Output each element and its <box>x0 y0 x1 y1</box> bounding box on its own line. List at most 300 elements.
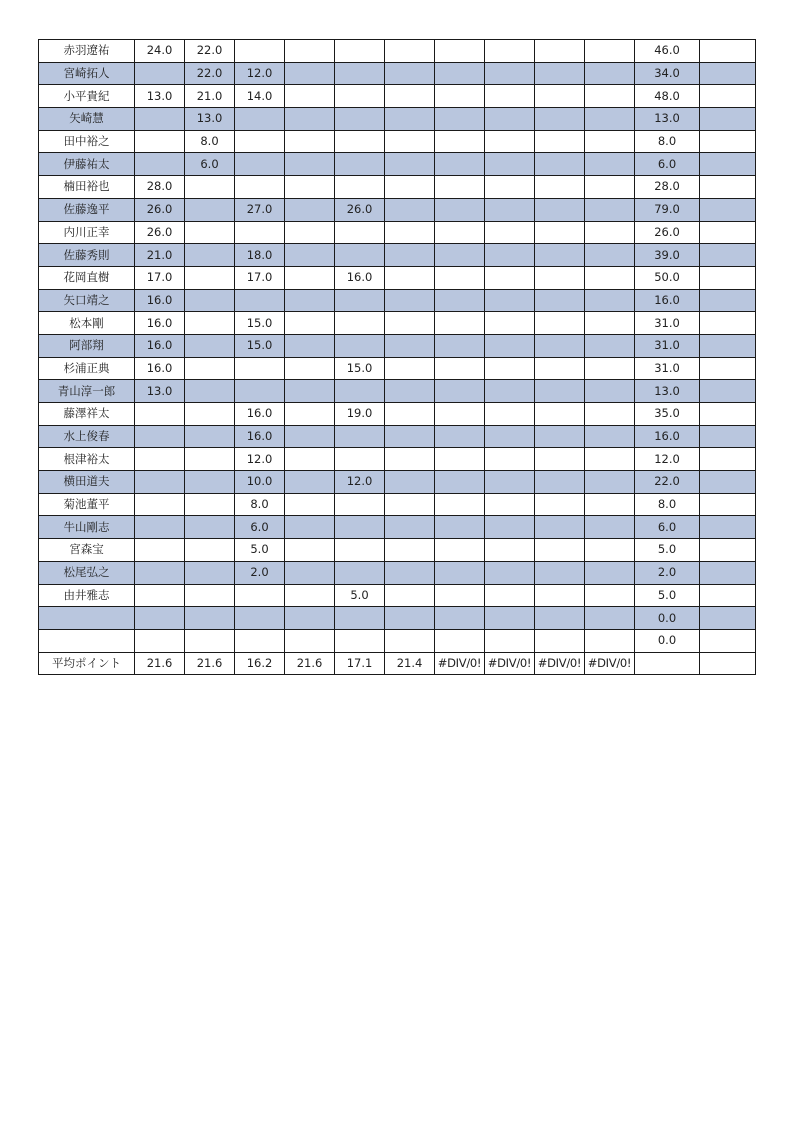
table-row <box>39 493 756 516</box>
score-cell <box>385 221 435 244</box>
score-cell <box>335 629 385 652</box>
score-cell: 18.0 <box>235 244 285 267</box>
score-cell <box>585 403 635 426</box>
score-cell <box>435 561 485 584</box>
player-name-cell: 青山淳一郎 <box>39 380 135 403</box>
total-cell: 13.0 <box>635 380 700 403</box>
score-cell <box>385 584 435 607</box>
score-cell: 22.0 <box>185 62 235 85</box>
score-cell <box>285 221 335 244</box>
total-cell: 34.0 <box>635 62 700 85</box>
score-cell <box>285 493 335 516</box>
score-cell <box>235 629 285 652</box>
score-cell <box>185 289 235 312</box>
score-cell <box>285 108 335 131</box>
score-cell: 13.0 <box>185 108 235 131</box>
score-cell: 6.0 <box>185 153 235 176</box>
score-cell <box>485 539 535 562</box>
score-cell: 27.0 <box>235 198 285 221</box>
score-cell <box>435 448 485 471</box>
score-cell: 16.0 <box>335 266 385 289</box>
score-cell <box>535 312 585 335</box>
score-cell <box>535 471 585 494</box>
score-cell <box>535 130 585 153</box>
score-cell <box>235 153 285 176</box>
score-cell <box>385 289 435 312</box>
table-row <box>39 334 756 357</box>
score-cell <box>385 629 435 652</box>
score-cell: 22.0 <box>185 40 235 63</box>
table-row <box>39 312 756 335</box>
player-name-cell: 宮森宝 <box>39 539 135 562</box>
score-cell: 19.0 <box>335 403 385 426</box>
score-cell <box>335 607 385 630</box>
total-cell: 48.0 <box>635 85 700 108</box>
score-cell <box>485 221 535 244</box>
extra-cell <box>700 448 756 471</box>
score-cell <box>585 380 635 403</box>
table-row <box>39 425 756 448</box>
extra-cell <box>700 357 756 380</box>
table-row <box>39 629 756 652</box>
score-cell <box>285 584 335 607</box>
score-cell <box>385 40 435 63</box>
score-cell <box>135 539 185 562</box>
score-cell <box>485 516 535 539</box>
score-cell <box>485 289 535 312</box>
extra-cell <box>700 289 756 312</box>
average-label: 平均ポイント <box>39 652 135 675</box>
extra-cell <box>700 403 756 426</box>
score-cell <box>535 357 585 380</box>
score-cell <box>535 584 585 607</box>
score-cell <box>485 244 535 267</box>
score-cell: 5.0 <box>235 539 285 562</box>
score-cell <box>385 62 435 85</box>
score-cell <box>285 244 335 267</box>
score-cell: 17.0 <box>235 266 285 289</box>
table-row <box>39 198 756 221</box>
total-cell: 35.0 <box>635 403 700 426</box>
score-cell <box>335 244 385 267</box>
score-cell <box>135 153 185 176</box>
total-cell: 16.0 <box>635 425 700 448</box>
score-cell <box>485 493 535 516</box>
total-cell: 22.0 <box>635 471 700 494</box>
score-cell <box>585 471 635 494</box>
score-cell <box>535 153 585 176</box>
score-cell <box>185 198 235 221</box>
score-cell <box>535 334 585 357</box>
score-cell: 13.0 <box>135 85 185 108</box>
score-cell: 26.0 <box>335 198 385 221</box>
score-cell: 16.0 <box>135 312 185 335</box>
score-cell <box>485 584 535 607</box>
score-cell <box>435 380 485 403</box>
score-cell <box>435 130 485 153</box>
player-name-cell: 杉浦正典 <box>39 357 135 380</box>
extra-cell <box>700 312 756 335</box>
score-cell <box>385 471 435 494</box>
score-cell <box>585 266 635 289</box>
score-cell <box>535 629 585 652</box>
score-cell <box>185 561 235 584</box>
table-row <box>39 62 756 85</box>
score-cell <box>585 312 635 335</box>
score-cell <box>485 130 535 153</box>
score-cell <box>485 334 535 357</box>
score-cell <box>285 403 335 426</box>
score-cell <box>385 607 435 630</box>
score-cell <box>585 130 635 153</box>
score-cell <box>335 561 385 584</box>
score-cell <box>235 584 285 607</box>
score-cell <box>385 244 435 267</box>
player-name-cell: 花岡直樹 <box>39 266 135 289</box>
score-cell <box>285 471 335 494</box>
table-row <box>39 40 756 63</box>
average-cell: 21.6 <box>135 652 185 675</box>
score-cell <box>485 448 535 471</box>
score-cell <box>135 561 185 584</box>
score-cell <box>585 244 635 267</box>
score-cell <box>585 221 635 244</box>
score-cell <box>185 493 235 516</box>
score-cell <box>385 266 435 289</box>
score-cell <box>285 40 335 63</box>
extra-cell <box>700 130 756 153</box>
player-name-cell: 菊池董平 <box>39 493 135 516</box>
score-cell <box>435 289 485 312</box>
score-cell <box>335 312 385 335</box>
extra-cell <box>700 176 756 199</box>
score-cell <box>385 516 435 539</box>
score-cell <box>435 221 485 244</box>
score-cell <box>485 425 535 448</box>
extra-cell <box>700 334 756 357</box>
average-cell: 21.6 <box>185 652 235 675</box>
score-cell <box>285 516 335 539</box>
score-cell <box>335 40 385 63</box>
score-cell <box>335 153 385 176</box>
player-name-cell: 宮崎拓人 <box>39 62 135 85</box>
score-cell <box>285 629 335 652</box>
score-cell <box>585 108 635 131</box>
table-row <box>39 561 756 584</box>
score-cell <box>485 153 535 176</box>
score-cell: 16.0 <box>135 357 185 380</box>
score-cell <box>585 176 635 199</box>
score-cell <box>535 176 585 199</box>
extra-cell <box>700 493 756 516</box>
score-cell <box>335 130 385 153</box>
score-cell <box>435 312 485 335</box>
score-cell <box>285 312 335 335</box>
average-total-cell <box>635 652 700 675</box>
table-row <box>39 85 756 108</box>
average-cell: #DIV/0! <box>485 652 535 675</box>
score-cell <box>135 493 185 516</box>
score-cell: 2.0 <box>235 561 285 584</box>
score-cell <box>285 153 335 176</box>
table-row <box>39 516 756 539</box>
total-cell: 31.0 <box>635 312 700 335</box>
table-row <box>39 266 756 289</box>
player-name-cell: 由井雅志 <box>39 584 135 607</box>
score-cell <box>585 40 635 63</box>
score-cell <box>585 516 635 539</box>
score-cell: 15.0 <box>235 312 285 335</box>
score-cell <box>485 198 535 221</box>
score-cell <box>535 62 585 85</box>
score-cell <box>285 357 335 380</box>
score-cell <box>135 130 185 153</box>
score-cell: 13.0 <box>135 380 185 403</box>
score-cell <box>585 493 635 516</box>
score-cell <box>385 493 435 516</box>
score-cell <box>385 108 435 131</box>
score-cell <box>585 448 635 471</box>
average-cell: 17.1 <box>335 652 385 675</box>
score-cell <box>385 130 435 153</box>
score-cell: 24.0 <box>135 40 185 63</box>
extra-cell <box>700 471 756 494</box>
score-cell <box>185 357 235 380</box>
score-cell <box>185 221 235 244</box>
score-cell <box>485 380 535 403</box>
table-row <box>39 221 756 244</box>
player-name-cell: 松本剛 <box>39 312 135 335</box>
score-cell: 6.0 <box>235 516 285 539</box>
score-cell <box>285 289 335 312</box>
total-cell: 5.0 <box>635 584 700 607</box>
table-row <box>39 380 756 403</box>
score-cell <box>335 108 385 131</box>
score-cell <box>585 357 635 380</box>
player-name-cell: 根津裕太 <box>39 448 135 471</box>
score-cell <box>535 244 585 267</box>
score-cell <box>435 266 485 289</box>
average-cell: #DIV/0! <box>535 652 585 675</box>
score-cell: 15.0 <box>235 334 285 357</box>
score-cell <box>435 334 485 357</box>
total-cell: 16.0 <box>635 289 700 312</box>
score-cell: 14.0 <box>235 85 285 108</box>
extra-cell <box>700 221 756 244</box>
score-cell <box>185 312 235 335</box>
score-cell <box>535 289 585 312</box>
score-cell <box>185 266 235 289</box>
score-cell <box>235 130 285 153</box>
score-cell <box>235 40 285 63</box>
score-cell: 28.0 <box>135 176 185 199</box>
extra-cell <box>700 40 756 63</box>
score-cell <box>135 448 185 471</box>
extra-cell <box>700 380 756 403</box>
table-row <box>39 403 756 426</box>
score-cell: 8.0 <box>235 493 285 516</box>
score-cell <box>585 85 635 108</box>
total-cell: 6.0 <box>635 516 700 539</box>
average-cell: #DIV/0! <box>585 652 635 675</box>
score-cell <box>485 108 535 131</box>
average-cell: 21.4 <box>385 652 435 675</box>
score-cell <box>335 62 385 85</box>
extra-cell <box>700 607 756 630</box>
score-cell <box>435 584 485 607</box>
table-row <box>39 176 756 199</box>
score-cell: 26.0 <box>135 198 185 221</box>
score-cell <box>135 471 185 494</box>
score-cell: 15.0 <box>335 357 385 380</box>
extra-cell <box>700 516 756 539</box>
extra-cell <box>700 108 756 131</box>
score-cell: 5.0 <box>335 584 385 607</box>
score-cell <box>535 425 585 448</box>
total-cell: 46.0 <box>635 40 700 63</box>
score-cell <box>285 62 335 85</box>
score-cell <box>435 198 485 221</box>
score-cell: 10.0 <box>235 471 285 494</box>
score-cell <box>135 108 185 131</box>
extra-cell <box>700 425 756 448</box>
table-row <box>39 108 756 131</box>
score-cell: 16.0 <box>135 289 185 312</box>
score-cell <box>435 403 485 426</box>
score-cell <box>235 607 285 630</box>
score-cell <box>285 334 335 357</box>
score-cell <box>135 516 185 539</box>
score-cell <box>285 198 335 221</box>
table-row <box>39 448 756 471</box>
score-cell <box>385 403 435 426</box>
score-cell <box>385 85 435 108</box>
score-cell: 16.0 <box>235 425 285 448</box>
score-cell <box>235 221 285 244</box>
score-cell <box>435 539 485 562</box>
score-cell <box>585 153 635 176</box>
table-row <box>39 153 756 176</box>
score-cell <box>285 425 335 448</box>
score-cell <box>435 244 485 267</box>
score-cell <box>435 62 485 85</box>
score-cell <box>185 539 235 562</box>
score-cell <box>435 493 485 516</box>
player-name-cell: 横田道夫 <box>39 471 135 494</box>
table-body <box>39 40 756 675</box>
score-cell <box>535 221 585 244</box>
score-cell <box>435 357 485 380</box>
score-cell <box>585 607 635 630</box>
score-cell <box>335 380 385 403</box>
score-cell <box>485 561 535 584</box>
score-cell: 8.0 <box>185 130 235 153</box>
score-cell <box>135 403 185 426</box>
score-cell <box>535 448 585 471</box>
total-cell: 0.0 <box>635 629 700 652</box>
score-cell <box>135 629 185 652</box>
extra-cell <box>700 629 756 652</box>
average-cell: 16.2 <box>235 652 285 675</box>
extra-cell <box>700 266 756 289</box>
table-row <box>39 289 756 312</box>
score-cell <box>535 403 585 426</box>
score-cell <box>185 380 235 403</box>
player-name-cell: 伊藤祐太 <box>39 153 135 176</box>
score-cell <box>535 85 585 108</box>
total-cell: 31.0 <box>635 357 700 380</box>
score-cell <box>485 62 535 85</box>
total-cell: 79.0 <box>635 198 700 221</box>
total-cell: 6.0 <box>635 153 700 176</box>
score-cell <box>335 539 385 562</box>
score-cell <box>385 198 435 221</box>
score-cell: 17.0 <box>135 266 185 289</box>
score-cell <box>385 334 435 357</box>
score-cell <box>135 607 185 630</box>
score-cell <box>335 85 385 108</box>
table-row <box>39 539 756 562</box>
score-cell <box>185 607 235 630</box>
score-cell <box>135 584 185 607</box>
average-extra-cell <box>700 652 756 675</box>
player-name-cell: 牛山剛志 <box>39 516 135 539</box>
score-cell <box>485 266 535 289</box>
total-cell: 2.0 <box>635 561 700 584</box>
average-cell: #DIV/0! <box>435 652 485 675</box>
score-cell <box>585 425 635 448</box>
score-cell <box>485 607 535 630</box>
score-cell <box>435 176 485 199</box>
player-name-cell: 田中裕之 <box>39 130 135 153</box>
total-cell: 0.0 <box>635 607 700 630</box>
score-cell <box>285 85 335 108</box>
score-cell <box>385 425 435 448</box>
score-cell <box>235 380 285 403</box>
score-cell <box>285 266 335 289</box>
table-row <box>39 130 756 153</box>
score-cell <box>435 629 485 652</box>
score-cell <box>185 584 235 607</box>
extra-cell <box>700 62 756 85</box>
extra-cell <box>700 244 756 267</box>
extra-cell <box>700 561 756 584</box>
table-row <box>39 471 756 494</box>
player-name-cell: 矢崎慧 <box>39 108 135 131</box>
table-row <box>39 244 756 267</box>
player-name-cell <box>39 607 135 630</box>
score-cell <box>585 539 635 562</box>
score-cell <box>435 607 485 630</box>
score-cell <box>335 448 385 471</box>
total-cell: 28.0 <box>635 176 700 199</box>
extra-cell <box>700 153 756 176</box>
score-cell <box>135 425 185 448</box>
score-cell <box>335 425 385 448</box>
score-cell <box>535 108 585 131</box>
points-table <box>38 39 756 675</box>
score-cell <box>585 198 635 221</box>
score-cell <box>335 516 385 539</box>
score-cell <box>435 40 485 63</box>
score-cell: 12.0 <box>235 62 285 85</box>
score-cell: 12.0 <box>235 448 285 471</box>
score-cell <box>535 516 585 539</box>
score-cell <box>335 176 385 199</box>
score-cell: 16.0 <box>135 334 185 357</box>
score-cell <box>185 334 235 357</box>
score-cell <box>485 312 535 335</box>
